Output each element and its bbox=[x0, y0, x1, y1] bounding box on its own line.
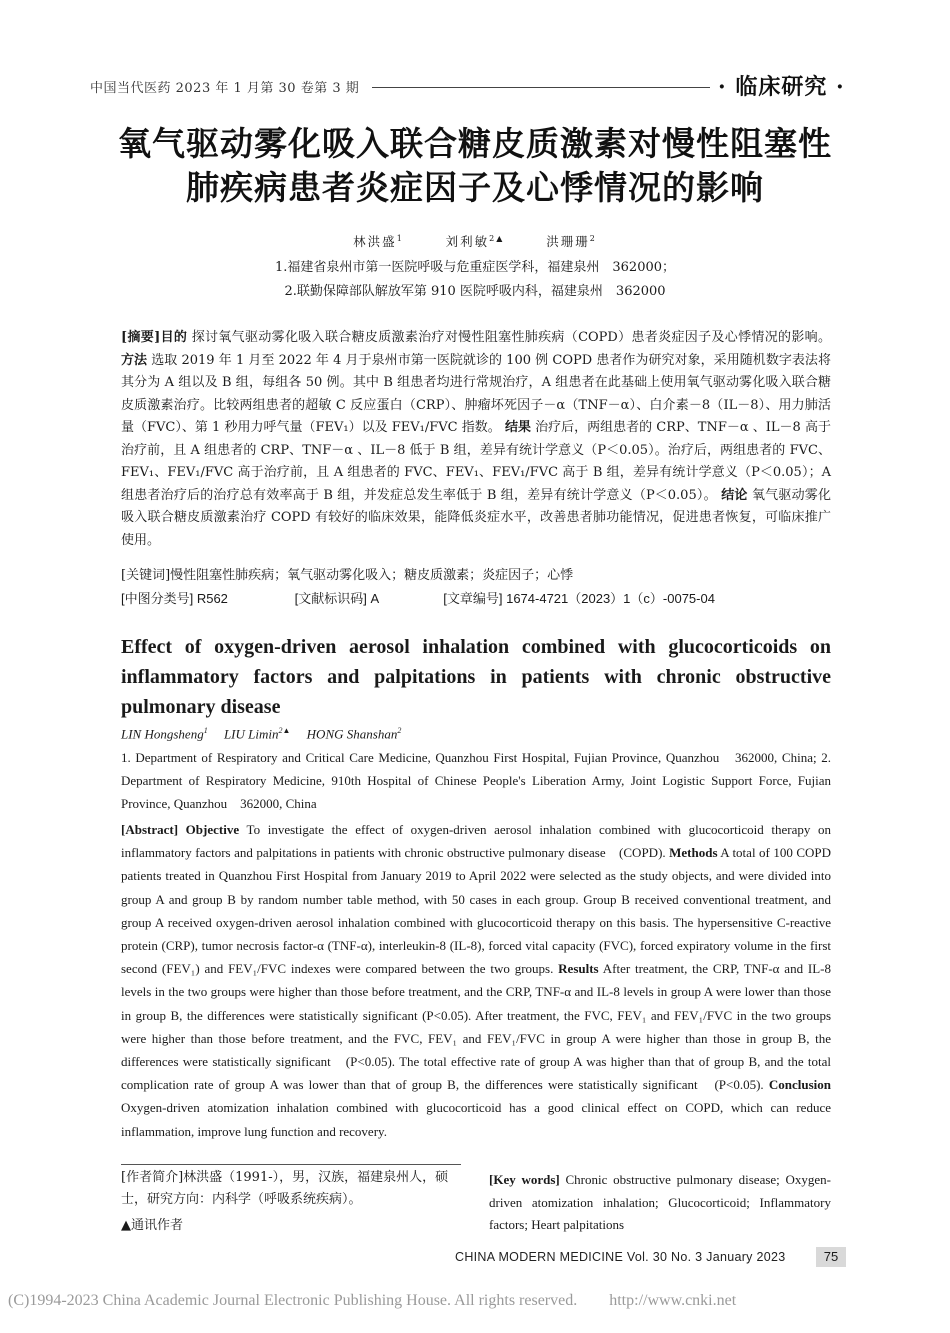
affiliation-cn-2: 2.联勤保障部队解放军第 910 医院呼吸内科，福建泉州 362000 bbox=[284, 284, 666, 299]
journal-issue-header: 中国当代医药 2023 年 1 月第 30 卷第 3 期 bbox=[90, 81, 360, 96]
abstract-en: [Abstract] Objective To investigate the effect of oxygen-driven aerosol inhalation combined with glucocorticoid therapy on inflammatory factors and palpitations in patients with chronic obstructive pulmonary disease (COPD). Methods A total of 100 COPD patients treated in Quanzhou First Hospital from January 2019 to April 2022 were selected as the study objects, and were divided into group A and group B by random number table method, with 50 cases in each group. Group B received conventional treatment, and group A received oxygen-driven aerosol inhalation combined with glucocorticoid therapy on this basis. The hypersensitive C-reactive protein (CRP), tumor necrosis factor-α (TNF-α), interleukin-8 (IL-8), forced vital capacity (FVC), forced expiratory volume in the first second (FEV₁) and FEV₁/FVC indexes were compared between the two groups. Results After treatment, the CRP, TNF-α and IL-8 levels in the two groups were higher than those before treatment, and the CRP, TNF-α and IL-8 levels in group A were lower than those in group B, the differences were statistically significant (P<0.05). After treatment, the FVC, FEV₁ and FEV₁/FVC in the two groups were higher than those before treatment, and the FVC, FEV₁ and FEV₁/FVC in group A were higher than those in group B, the differences were statistically significant (P<0.05). The total effective rate of group A was higher than that of group B, and the total complication rate of group A was lower than that of group B, the differences were statistically significant (P<0.05). Conclusion Oxygen-driven atomization inhalation combined with glucocorticoid has a good clinical effect on COPD, which can reduce inflammation, improve lung function and recovery. bbox=[121, 822, 831, 1139]
page-number: 75 bbox=[816, 1247, 846, 1267]
author-cn-2: 刘利敏 bbox=[445, 234, 490, 249]
author-en-2: LIU Limin bbox=[223, 726, 279, 742]
keywords-en: [Key words] Chronic obstructive pulmonary disease; Oxygen-driven atomization inhalation; Glucocorticoid; Inflammatory factors; Heart palpitations bbox=[489, 1172, 832, 1232]
classification-row bbox=[121, 588, 831, 607]
title-cn-line1: 氧气驱动雾化吸入联合糖皮质激素对慢性阻塞性 bbox=[118, 124, 832, 163]
title-cn bbox=[60, 122, 890, 210]
author-cn-1: 林洪盛 bbox=[353, 234, 397, 249]
affiliations-cn bbox=[0, 256, 950, 304]
corresponding-author-note: ▲通讯作者 bbox=[121, 1218, 183, 1233]
article-number: [文章编号] 1674-4721（2023）1（c）-0075-04 bbox=[443, 591, 715, 606]
affiliation-cn-1: 1.福建省泉州市第一医院呼吸与危重症医学科，福建泉州 362000； bbox=[274, 260, 676, 275]
section-label: · 临床研究 · bbox=[718, 74, 845, 100]
author-en-3: HONG Shanshan bbox=[306, 726, 398, 742]
author-note: [作者简介]林洪盛（1991-），男，汉族，福建泉州人，硕士，研究方向：内科学（呼吸系统疾病）。 bbox=[121, 1170, 449, 1207]
footnote-rule bbox=[121, 1164, 461, 1165]
affiliations-en: 1. Department of Respiratory and Critical Care Medicine, Quanzhou First Hospital, Fujian Province, Quanzhou 362000, China; 2. Department of Respiratory Medicine, 910th Hospital of Chinese People's Liberation Army, Joint Logistic Support Force, Fujian Province, Quanzhou 362000, China bbox=[121, 750, 831, 811]
copyright-watermark: (C)1994-2023 China Academic Journal Electronic Publishing House. All rights reserved. http://www.cnki.net bbox=[8, 1292, 737, 1309]
author-en-1: LIN Hongsheng bbox=[121, 726, 204, 742]
title-cn-line2: 肺疾病患者炎症因子及心悸情况的影响 bbox=[186, 168, 764, 207]
clc-number: [中图分类号] R562 bbox=[121, 591, 228, 606]
doc-code: [文献标识码] A bbox=[294, 591, 380, 606]
keywords-cn: [关键词]慢性阻塞性肺疾病；氧气驱动雾化吸入；糖皮质激素；炎症因子；心悸 bbox=[121, 568, 574, 583]
author-cn-3: 洪珊珊 bbox=[546, 234, 590, 249]
footer-journal: CHINA MODERN MEDICINE Vol. 30 No. 3 January 2023 bbox=[455, 1250, 786, 1264]
authors-cn: 林洪盛$^1$ 刘利敏$^{2▲}$ 洪珊珊$^2$ bbox=[353, 233, 597, 249]
authors-en: LIN Hongsheng$^1$ LIU Limin$^{2▲}$ HONG Shanshan$^2$ bbox=[121, 726, 402, 742]
title-en: Effect of oxygen-driven aerosol inhalation combined with glucocorticoids on inflammatory factors and palpitations in patients with chronic obstructive pulmonary disease bbox=[121, 636, 831, 718]
abstract-cn: [摘要]目的 探讨氧气驱动雾化吸入联合糖皮质激素治疗对慢性阻塞性肺疾病（COPD）患者炎症因子及心悸情况的影响。 方法 选取 2019 年 1 月至 2022 年 4 月于泉州市第一医院就诊的 100 例 COPD 患者作为研究对象，采用随机数字表法将其分为 A 组以及 B 组，每组各 50 例。其中 B 组患者均进行常规治疗，A 组患者在此基础上使用氧气驱动雾化吸入联合糖皮质激素治疗。比较两组患者的超敏 C 反应蛋白（CRP）、肿瘤坏死因子－α（TNF－α）、白介素－8（IL－8）、用力肺活量（FVC）、第 1 秒用力呼气量（FEV₁）以及 FEV₁/FVC 指数。 结果 治疗后，两组患者的 CRP、TNF－α 、IL－8 高于治疗前，且 A 组患者的 CRP、TNF－α 、IL－8 低于 B 组，差异有统计学意义（P＜0.05）。治疗后，两组患者的 FVC、FEV₁、FEV₁/FVC 高于治疗前，且 A 组患者的 FVC、FEV₁、FEV₁/FVC 高于 B 组，差异有统计学意义（P＜0.05）；A 组患者治疗后的治疗总有效率高于 B 组，并发症总发生率低于 B 组，差异有统计学意义（P＜0.05）。 结论 氧气驱动雾化吸入联合糖皮质激素治疗 COPD 有较好的临床效果，能降低炎症水平，改善患者肺功能情况，促进患者恢复，可临床推广使用。 bbox=[121, 330, 832, 548]
header-rule bbox=[372, 87, 710, 88]
